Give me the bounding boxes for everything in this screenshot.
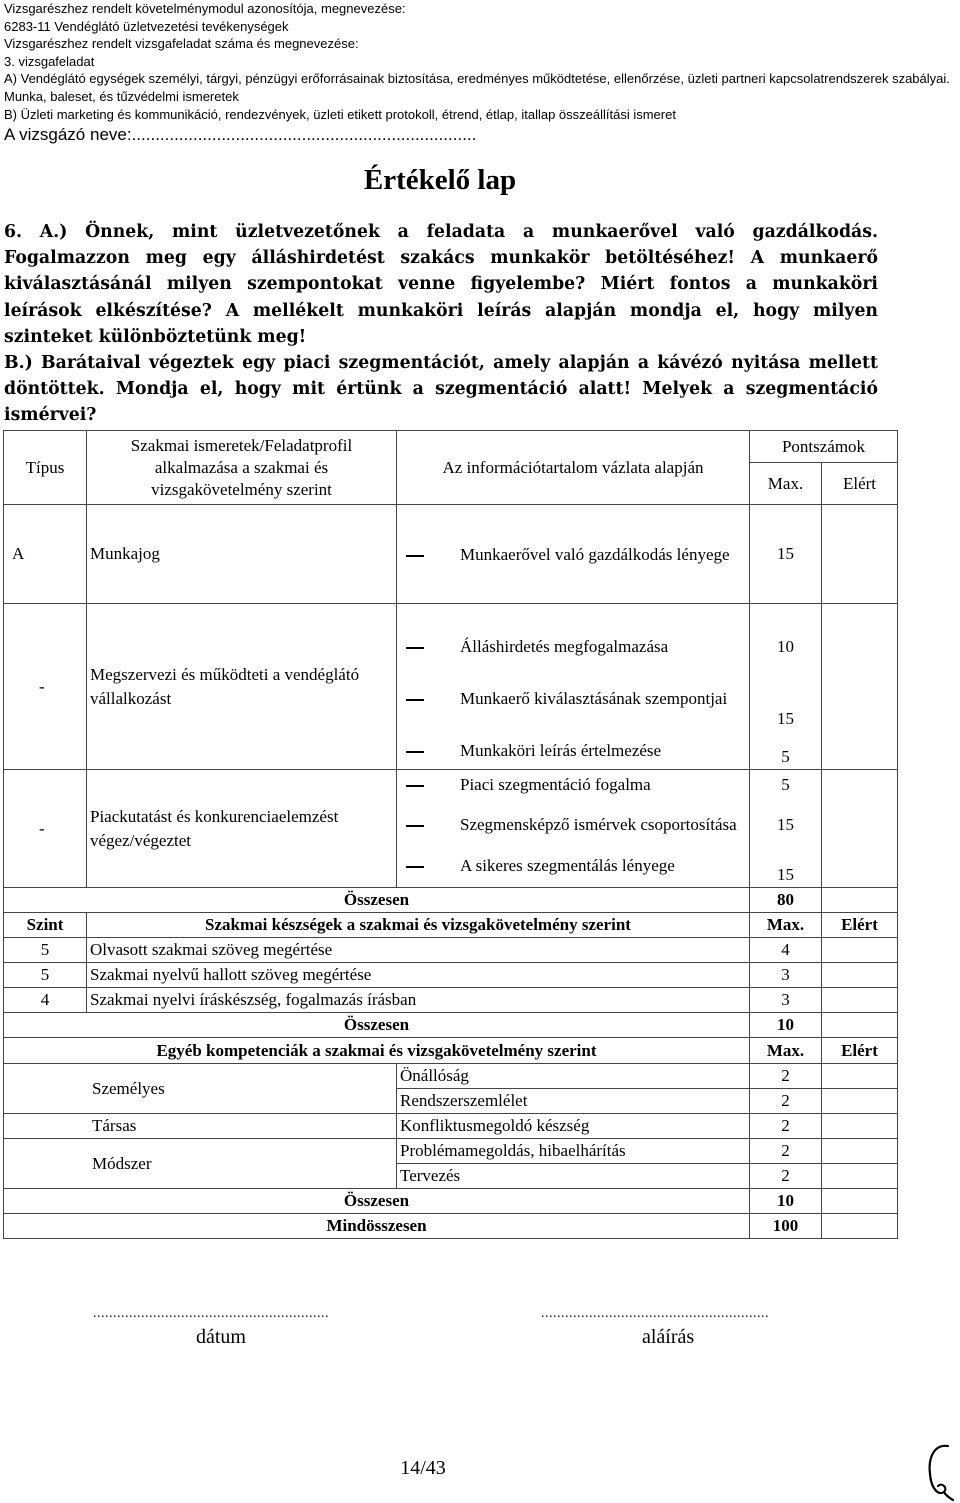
sum-max: 80 [750,888,822,913]
item-text: Munkaerő kiválasztásának szempontjai [460,688,728,708]
item-text: Szegmensképző ismérvek csoportosítása [460,814,737,834]
skill-max: 3 [750,988,822,1013]
document-header [4,0,954,123]
row-profil: Munkajog [87,505,397,604]
skill-elert [822,963,898,988]
competency-text: Problémamegoldás, hibaelhárítás [397,1139,750,1164]
header-line: B) Üzleti marketing és kommunikáció, rendezvények, üzleti etikett protokoll, étrend, étlap, itallap összeállítási ismeret [4,106,676,122]
item-max: 15 [750,505,822,604]
date-line: ........................................................... [93,1306,329,1321]
item-max: 10 [750,604,822,659]
col-header-vazlat: Az információtartalom vázlata alapján [397,431,750,505]
item-max: 15 [750,659,822,739]
competency-max: 2 [750,1089,822,1114]
skill-max: 4 [750,938,822,963]
col-header-pontszamok: Pontszámok [750,431,898,463]
list-item [400,854,746,878]
competencies-header: Egyéb kompetenciák a szakmai és vizsgakövetelmény szerint [4,1038,750,1064]
skill-level: 5 [4,938,87,963]
signature-line: ......................................................... [541,1306,769,1321]
list-item [400,682,746,716]
sum-label: Összesen [4,1189,750,1214]
header-line: A) Vendéglátó egységek személyi, tárgyi, pénzügyi erőforrásainak biztosítása, eredményes működtetése, ellenőrzése, üzleti partneri kapcsolatrendszerek szabályai. Munka, baleset, és tűzvédelmi ismeretek [4,71,950,104]
sum-elert [822,1013,898,1038]
skill-elert [822,988,898,1013]
item-text: A sikeres szegmentálás lényege [460,855,675,875]
task-part-b: B.) Barátaival végeztek egy piaci szegmentációt, amely alapján a kávézó nyitása mellett döntöttek. Mondja el, hogy mit értünk a szegmentáció alatt! Melyek a szegmentáció ismérvei? [4,353,878,426]
page-title: Értékelő lap [363,164,517,196]
task-part-a: 6. A.) Önnek, mint üzletvezetőnek a feladata a munkaerővel való gazdálkodás. Fogalmazzon meg egy álláshirdetést szakács munkakör betöltéséhez! A munkaerő kiválasztásánál milyen szempontokat venne figyelembe? Miért fontos a munkaköri leírások elkészítése? A mellékelt munkaköri leírás alapján mondja el, hogy milyen szinteket különböztetünk meg! [4,222,878,347]
row-tipus: A [4,505,87,604]
competency-max: 2 [750,1139,822,1164]
list-item [400,537,746,572]
skill-max: 3 [750,963,822,988]
competency-elert [822,1164,898,1189]
item-max: 5 [750,770,822,796]
competency-elert [822,1114,898,1139]
skills-header: Szakmai készségek a szakmai és vizsgakövetelmény szerint [87,913,750,938]
grand-total-elert [822,1214,898,1239]
item-elert [822,604,898,770]
row-profil: Megszervezi és működteti a vendéglátó vállalkozást [87,604,397,770]
item-elert [822,770,898,888]
dash-bullet [400,635,440,659]
row-tipus: - [4,770,87,888]
sum-label: Összesen [4,888,750,913]
competency-text: Rendszerszemlélet [397,1089,750,1114]
competency-max: 2 [750,1064,822,1089]
col-header-profil: Szakmai ismeretek/Feladatprofil alkalmazása a szakmai és vizsgakövetelmény szerint [87,431,397,505]
competency-max: 2 [750,1114,822,1139]
skill-text: Szakmai nyelvű hallott szöveg megértése [87,963,750,988]
dash-bullet [400,774,440,796]
col-header-max: Max. [750,913,822,938]
skill-level: 4 [4,988,87,1013]
grand-total-label: Mindösszesen [4,1214,750,1239]
evaluation-table [3,430,898,1239]
sum-label: Összesen [4,1013,750,1038]
skill-level: 5 [4,963,87,988]
signature-label: aláírás [642,1326,695,1348]
item-text: Munkaerővel való gazdálkodás lényege [460,544,730,564]
item-text: Álláshirdetés megfogalmazása [460,636,669,656]
row-tipus: - [4,604,87,770]
competency-elert [822,1064,898,1089]
dash-bullet [400,813,440,837]
header-line: 3. vizsgafeladat [4,53,95,69]
col-header-elert: Elért [822,913,898,938]
skill-elert [822,938,898,963]
dash-bullet [400,682,440,716]
item-max: 15 [750,796,822,854]
date-label: dátum [196,1326,246,1348]
competency-elert [822,1139,898,1164]
item-elert [822,505,898,604]
task-description [4,219,878,429]
dash-bullet [400,537,440,572]
header-line: Vizsgarészhez rendelt vizsgafeladat száma és megnevezése: [4,36,359,52]
handwritten-signature [922,1440,956,1502]
sum-max: 10 [750,1013,822,1038]
dash-bullet [400,739,440,763]
sum-elert [822,888,898,913]
list-item [400,635,746,659]
header-line: Vizsgarészhez rendelt követelménymodul azonosítója, megnevezése: [4,1,406,16]
sum-elert [822,1189,898,1214]
header-line: 6283-11 Vendéglátó üzletvezetési tevékenységek [4,18,289,34]
sum-max: 10 [750,1189,822,1214]
grand-total-max: 100 [750,1214,822,1239]
col-header-max: Max. [750,463,822,505]
skill-text: Szakmai nyelvi íráskészség, fogalmazás írásban [87,988,750,1013]
competency-group: Személyes [4,1064,397,1114]
dash-bullet [400,854,440,878]
competency-text: Tervezés [397,1164,750,1189]
skill-text: Olvasott szakmai szöveg megértése [87,938,750,963]
examinee-name-field: A vizsgázó neve:......................................................................... [4,125,477,144]
list-item [400,774,746,796]
col-header-szint: Szint [4,913,87,938]
item-max: 15 [750,854,822,888]
competency-group: Módszer [4,1139,397,1189]
item-max: 5 [750,739,822,770]
competency-group: Társas [4,1114,397,1139]
list-item [400,739,746,763]
list-item [400,813,746,837]
row-profil: Piackutatást és konkurenciaelemzést végez/végeztet [87,770,397,888]
item-text: Piaci szegmentáció fogalma [460,774,651,794]
col-header-elert: Elért [822,463,898,505]
competency-text: Konfliktusmegoldó készség [397,1114,750,1139]
competency-text: Önállóság [397,1064,750,1089]
col-header-max: Max. [750,1038,822,1064]
page-number: 14/43 [400,1457,446,1479]
competency-max: 2 [750,1164,822,1189]
col-header-elert: Elért [822,1038,898,1064]
item-text: Munkaköri leírás értelmezése [460,740,662,760]
competency-elert [822,1089,898,1114]
col-header-tipus: Típus [4,431,87,505]
